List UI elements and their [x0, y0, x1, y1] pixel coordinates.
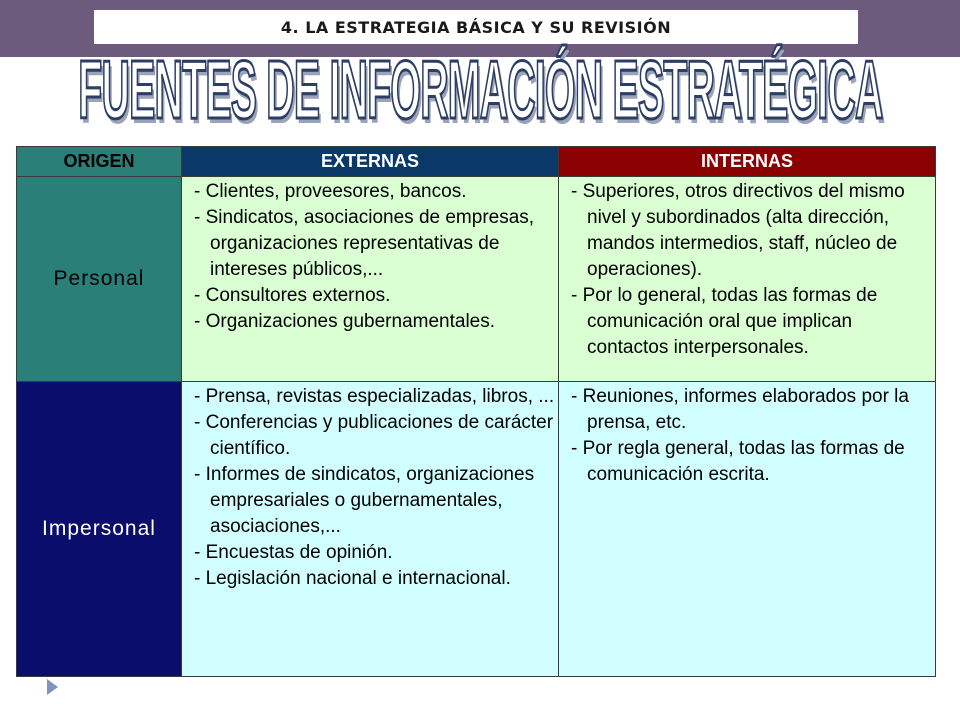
- internas-list: [559, 382, 935, 488]
- list-item: - Consultores externos.: [194, 283, 558, 309]
- list-item: - Organizaciones gubernamentales.: [194, 309, 558, 335]
- main-title: FUENTES DE INFORMACIÓN ESTRATÉGICA: [77, 45, 883, 137]
- externas-cell-personal: [182, 177, 559, 382]
- origin-label: Impersonal: [42, 517, 156, 540]
- list-item: - Por lo general, todas las formas de comunicación oral que implican contactos interpersonales.: [571, 283, 935, 361]
- origin-label: Personal: [53, 267, 145, 290]
- list-item: - Superiores, otros directivos del mismo nivel y subordinados (alta dirección, mandos intermedios, staff, núcleo de operaciones).: [571, 179, 935, 283]
- list-item: - Prensa, revistas especializadas, libros, ...: [194, 384, 558, 410]
- triangle-right-icon[interactable]: [47, 679, 58, 695]
- list-item: - Legislación nacional e internacional.: [194, 566, 558, 592]
- list-item: - Conferencias y publicaciones de carácter científico.: [194, 410, 558, 462]
- internas-cell-impersonal: [559, 382, 936, 677]
- column-header-externas: EXTERNAS: [182, 147, 559, 177]
- sources-table: [16, 146, 936, 677]
- table-header-row: [17, 147, 936, 177]
- internas-list: [559, 177, 935, 361]
- externas-cell-impersonal: [182, 382, 559, 677]
- list-item: - Por regla general, todas las formas de comunicación escrita.: [571, 436, 935, 488]
- list-item: - Clientes, proveesores, bancos.: [194, 179, 558, 205]
- origin-cell-personal: [17, 177, 182, 382]
- origin-cell-impersonal: [17, 382, 182, 677]
- table-row-impersonal: [17, 382, 936, 677]
- externas-list: [182, 382, 558, 592]
- column-header-origen: ORIGEN: [17, 147, 182, 177]
- section-title: 4. LA ESTRATEGIA BÁSICA Y SU REVISIÓN: [94, 10, 858, 44]
- internas-cell-personal: [559, 177, 936, 382]
- list-item: - Encuestas de opinión.: [194, 540, 558, 566]
- title-wrap: [0, 44, 960, 144]
- list-item: - Informes de sindicatos, organizaciones empresariales o gubernamentales, asociaciones,...: [194, 462, 558, 540]
- table-row-personal: [17, 177, 936, 382]
- column-header-internas: INTERNAS: [559, 147, 936, 177]
- list-item: - Sindicatos, asociaciones de empresas, organizaciones representativas de intereses públicos,...: [194, 205, 558, 283]
- list-item: - Reuniones, informes elaborados por la prensa, etc.: [571, 384, 935, 436]
- externas-list: [182, 177, 558, 335]
